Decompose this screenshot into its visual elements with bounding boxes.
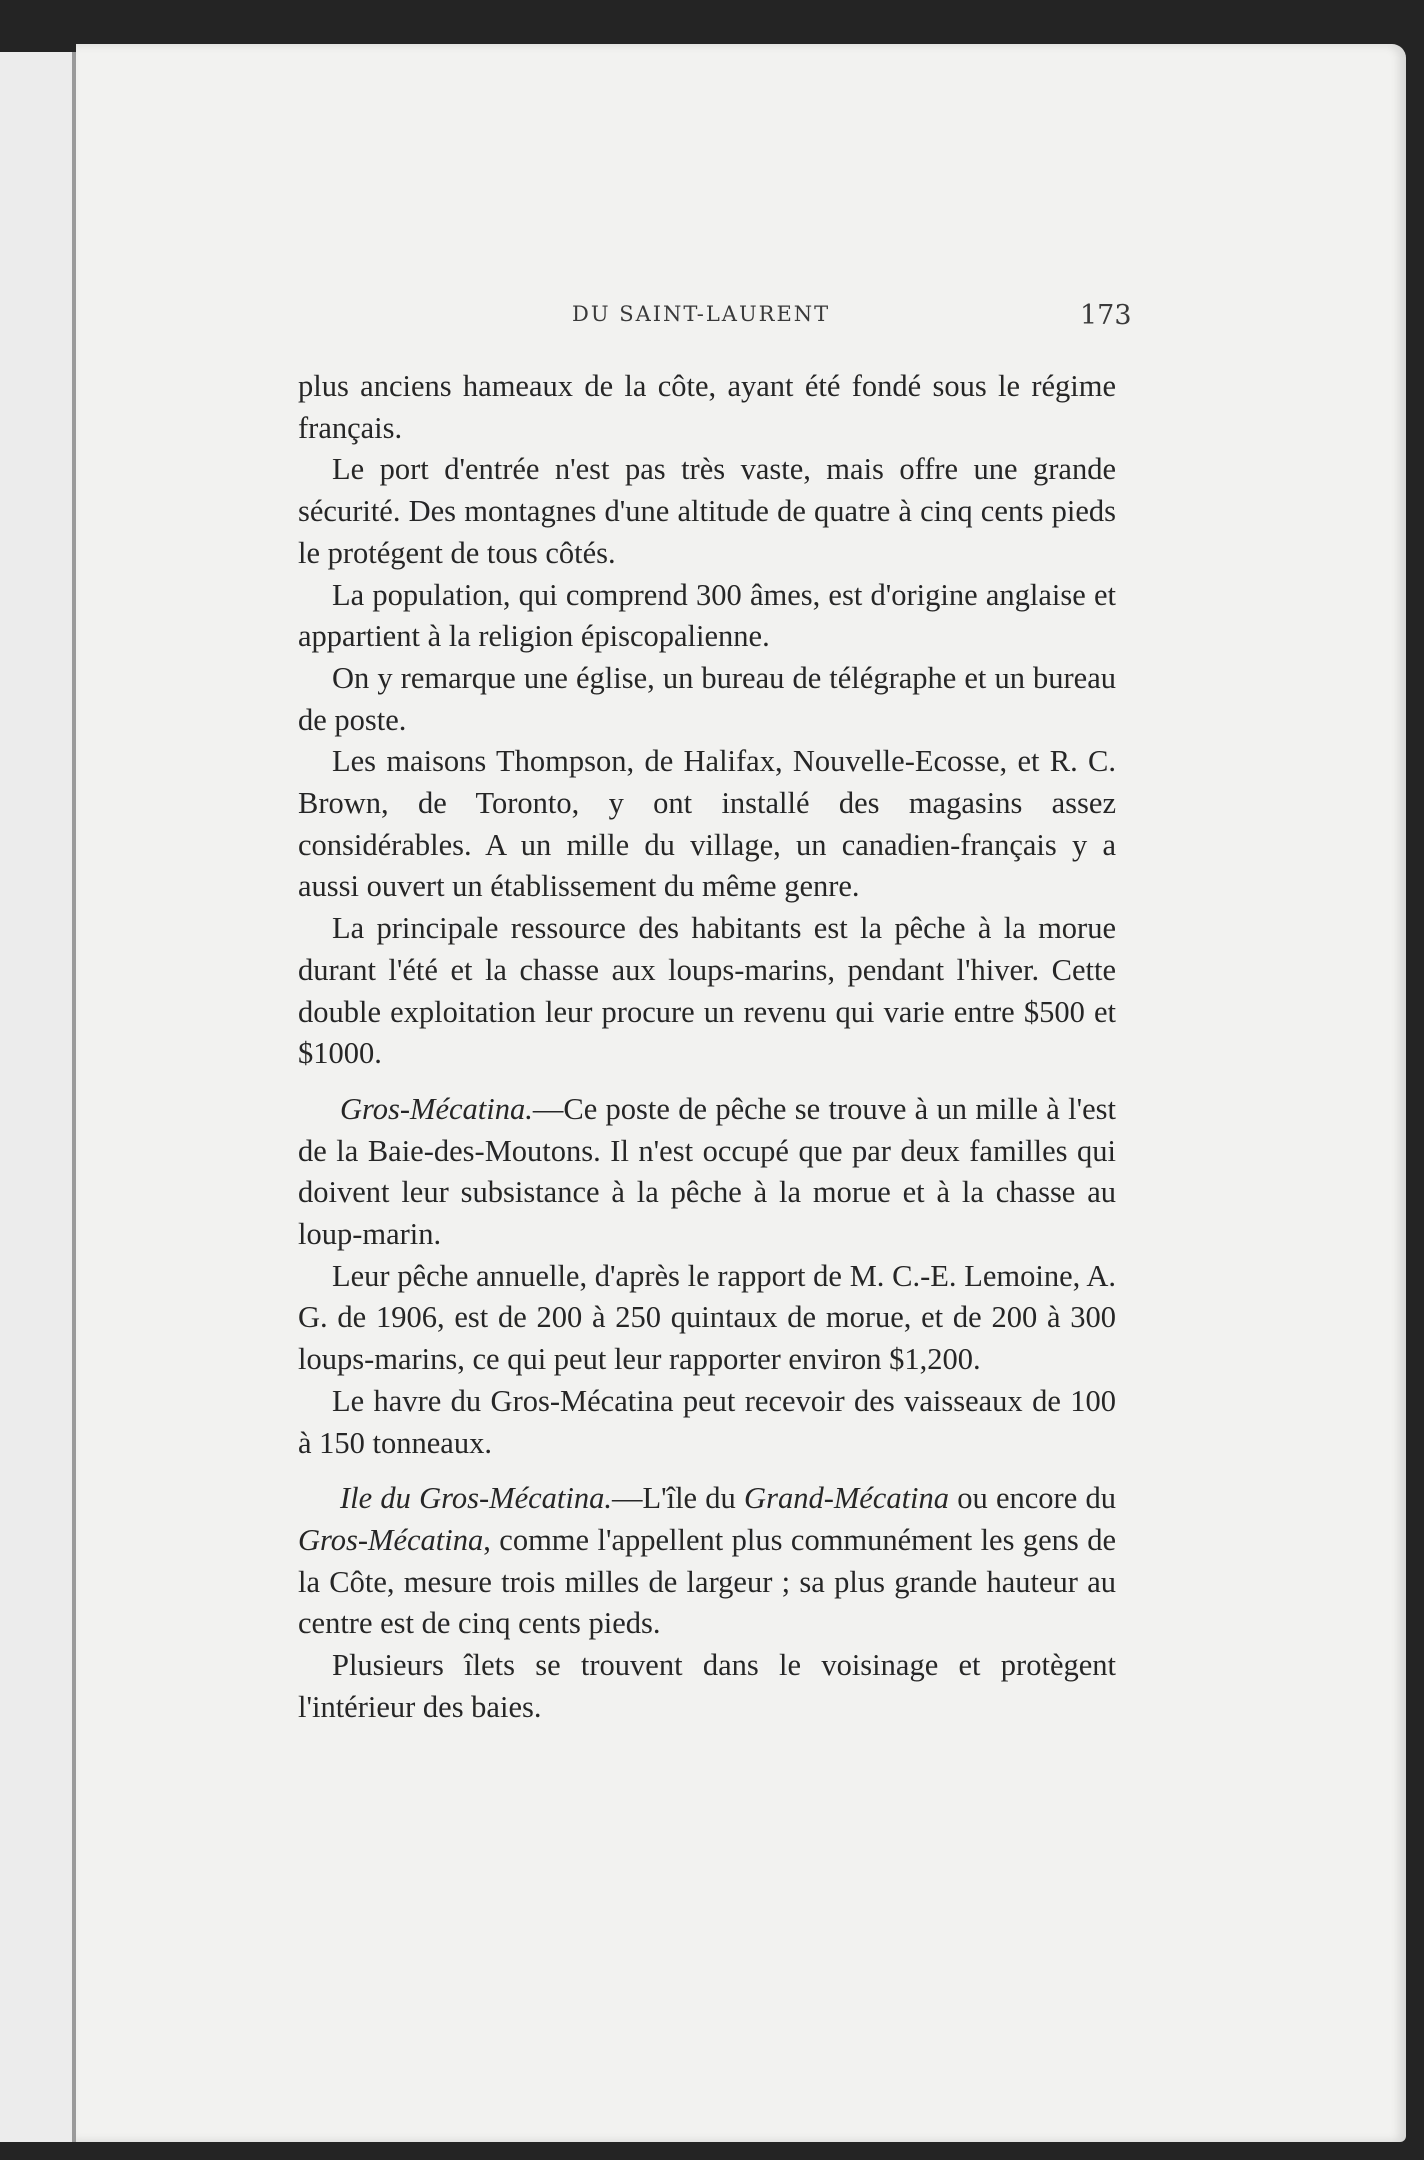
paragraph: La principale ressource des habitants est la pêche à la morue durant l'été et la chasse aux loups-marins, pendant l'hiver. Cette double exploitation leur procure un revenu qui varie entre $500 et $1000. xyxy=(298,911,1116,1071)
paragraph: Plusieurs îlets se trouvent dans le voisinage et protègent l'intérieur des baies. xyxy=(298,1648,1116,1724)
paragraph-text: ou encore du xyxy=(949,1481,1116,1516)
facing-page-edge xyxy=(0,52,76,2142)
italic-place-name: Grand-Mécatina xyxy=(744,1481,950,1516)
paragraph-text: —Ce poste de pêche se trouve à un mille à l'est de la Baie-des-Moutons. Il n'est occupé que par deux familles qui doivent leur subsistance à la pêche à la morue et à la chasse au loup-marin. xyxy=(298,1091,1116,1252)
paragraph: Leur pêche annuelle, d'après le rapport de M. C.-E. Lemoine, A. G. de 1906, est de 200 à 250 quintaux de morue, et de 200 à 300 loups-marins, ce qui peut leur rapporter environ $1,200. xyxy=(298,1258,1116,1377)
section-gros-mecatina xyxy=(298,1089,1116,1256)
running-title: DU SAINT-LAURENT xyxy=(572,302,831,326)
italic-place-name: Gros-Mécatina xyxy=(298,1522,484,1557)
section-ile-du-gros-mecatina xyxy=(298,1478,1116,1645)
paragraph: La population, qui comprend 300 âmes, est d'origine anglaise et appartient à la religion épiscopalienne. xyxy=(298,577,1116,654)
section-heading: Gros-Mécatina. xyxy=(340,1091,533,1126)
paragraph: On y remarque une église, un bureau de télégraphe et un bureau de poste. xyxy=(298,660,1116,737)
paragraph-text: , comme l'appellent plus communément les gens de la Côte, mesure trois milles de largeur ; sa plus grande hauteur au centre est de cinq cents pieds. xyxy=(298,1522,1116,1641)
paragraph: plus anciens hameaux de la côte, ayant été fondé sous le régime français. xyxy=(298,369,1116,445)
page-body xyxy=(298,366,1116,1729)
paragraph: Le havre du Gros-Mécatina peut recevoir des vaisseaux de 100 à 150 tonneaux. xyxy=(298,1383,1116,1460)
page-number: 173 xyxy=(1080,300,1132,331)
paragraph-text: —L'île du xyxy=(611,1481,745,1516)
paragraph: Le port d'entrée n'est pas très vaste, mais offre une grande sécurité. Des montagnes d'une altitude de quatre à cinq cents pieds le protégent de tous côtés. xyxy=(298,452,1116,570)
paragraph: Les maisons Thompson, de Halifax, Nouvelle-Ecosse, et R. C. Brown, de Toronto, y ont installé des magasins assez considérables. A un mille du village, un canadien-français y a aussi ouvert un établissement du même genre. xyxy=(298,744,1116,904)
section-heading: Ile du Gros-Mécatina. xyxy=(340,1481,612,1516)
